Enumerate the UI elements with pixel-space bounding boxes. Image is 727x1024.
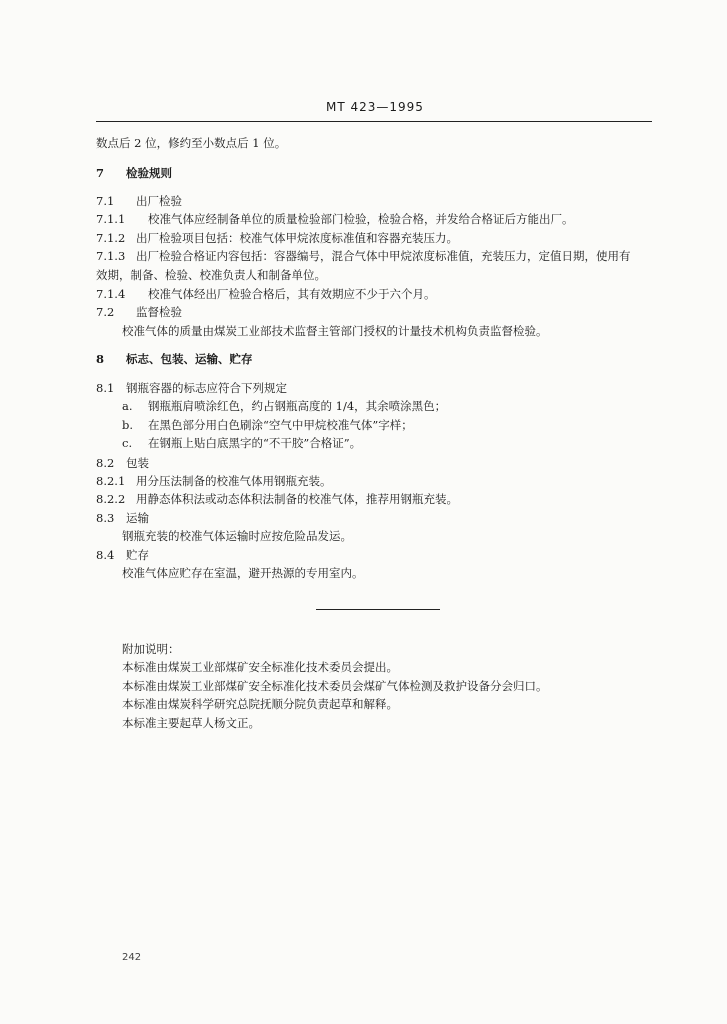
section-8-2-heading: 8.2 包装 [96,456,149,470]
section-separator [316,609,440,610]
clause-8-2-1: 8.2.1 用分压法制备的校准气体用钢瓶充装。 [96,474,332,488]
page-number: 242 [122,952,142,963]
section-8-3-heading: 8.3 运输 [96,511,149,525]
section-7-2-heading: 7.2 监督检验 [96,305,182,319]
clause-7-1-3: 7.1.3 出厂检验合格证内容包括：容器编号，混合气体中甲烷浓度标准值，充装压力，定值日期，使用有 [96,249,631,263]
clause-7-1-4: 7.1.4 校准气体经出厂检验合格后，其有效期应不少于六个月。 [96,287,436,301]
clause-7-1-3-cont: 效期，制备、检验、校准负责人和制备单位。 [96,268,326,282]
list-item-a: a. 钢瓶瓶肩喷涂红色，约占钢瓶高度的 1/4，其余喷涂黑色； [122,399,447,413]
section-8-4-heading: 8.4 贮存 [96,548,149,562]
appendix-title: 附加说明： [122,642,180,656]
header-rule [96,121,652,122]
appendix-line: 本标准由煤炭工业部煤矿安全标准化技术委员会提出。 [122,660,398,674]
appendix-line: 本标准由煤炭工业部煤矿安全标准化技术委员会煤矿气体检测及救护设备分会归口。 [122,679,548,693]
clause-8-4-text: 校准气体应贮存在室温，避开热源的专用室内。 [122,566,364,580]
clause-7-2-text: 校准气体的质量由煤炭工业部技术监督主管部门授权的计量技术机构负责监督检验。 [122,324,548,338]
clause-7-1-2: 7.1.2 出厂检验项目包括：校准气体甲烷浓度标准值和容器充装压力。 [96,231,458,245]
list-item-c: c. 在钢瓶上贴白底黑字的“不干胶”合格证”。 [122,436,362,450]
section-8-heading: 8 标志、包装、运输、贮存 [96,352,253,366]
standard-code-header: MT 423—1995 [326,100,424,114]
list-item-b: b. 在黑色部分用白色刷涂“空气中甲烷校准气体”字样； [122,418,413,432]
clause-8-3-text: 钢瓶充装的校准气体运输时应按危险品发运。 [122,529,352,543]
section-7-heading: 7 检验规则 [96,166,172,180]
clause-8-2-2: 8.2.2 用静态体积法或动态体积法制备的校准气体，推荐用钢瓶充装。 [96,492,458,506]
appendix-line: 本标准主要起草人杨文正。 [122,716,260,730]
appendix-line: 本标准由煤炭科学研究总院抚顺分院负责起草和解释。 [122,697,398,711]
intro-continuation: 数点后 2 位，修约至小数点后 1 位。 [96,136,287,150]
section-8-1-heading: 8.1 钢瓶容器的标志应符合下列规定 [96,381,287,395]
clause-7-1-1: 7.1.1 校准气体应经制备单位的质量检验部门检验，检验合格，并发给合格证后方能出厂。 [96,212,574,226]
section-7-1-heading: 7.1 出厂检验 [96,194,182,208]
